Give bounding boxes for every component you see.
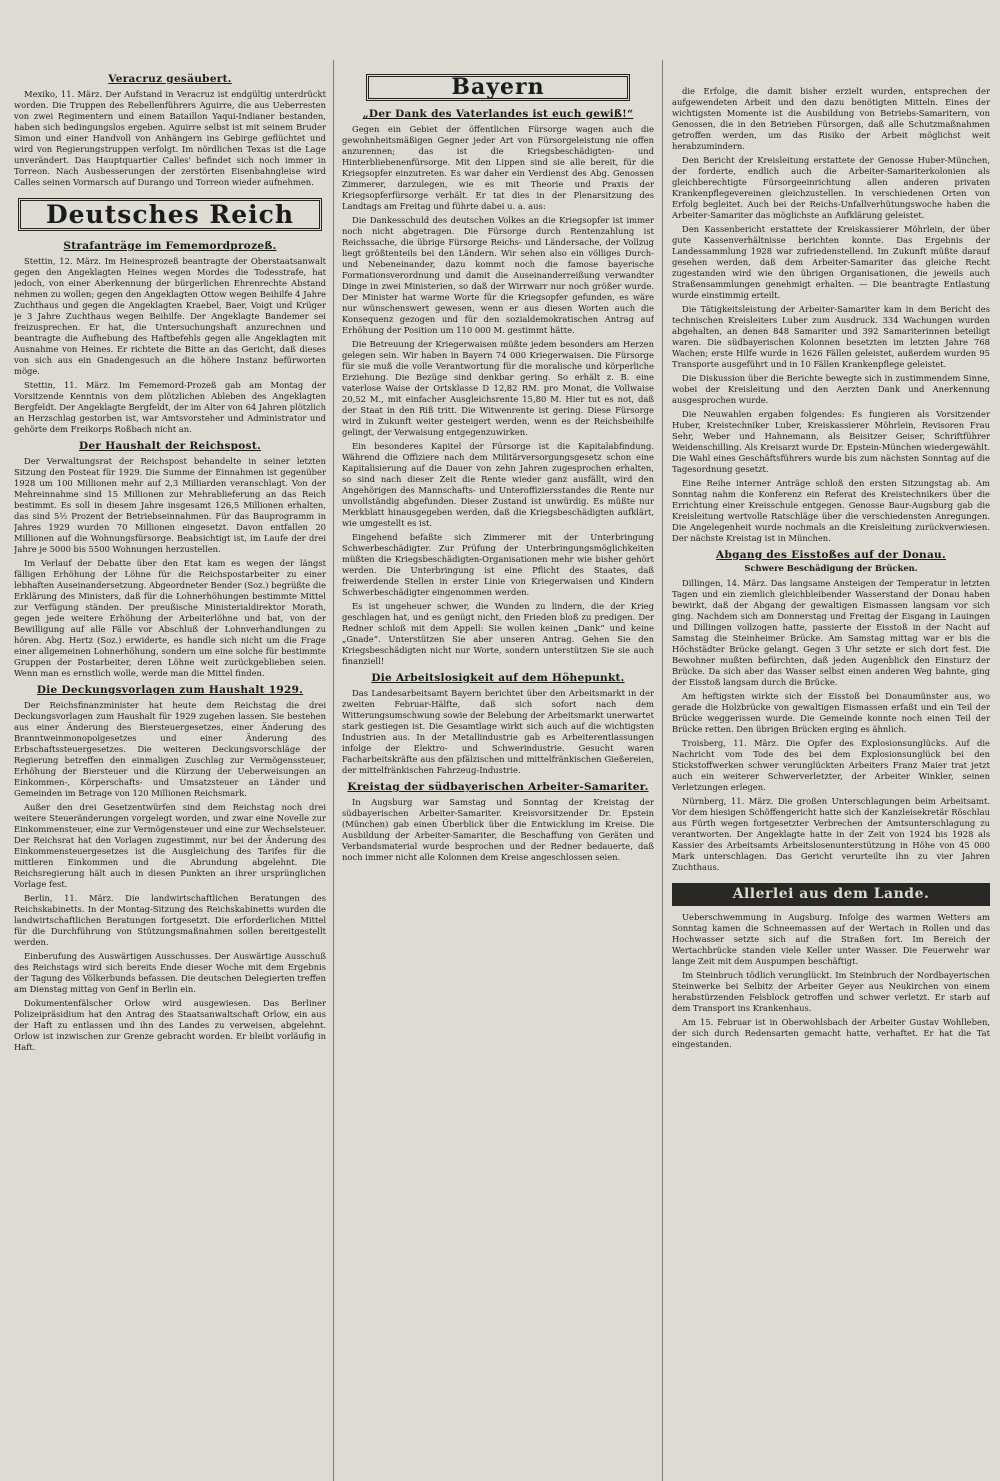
article-paragraph: Den Bericht der Kreisleitung erstattete der Genosse Huber-München, der forderte, endlich auch die Arbeiter-Samariterkolonien als gleichberechtigte Fürsorgeeinrichtung allen anderen privaten Krankenpflegevereinen gleichzustellen. In verschiedenen Orten von Erfolg begleitet. Auch bei der Reichs-Unfallverhütungswoche haben die Arbeiter-Samariter das möglichste an Aufklärung geleistet. xyxy=(672,155,990,220)
article-paragraph: Stettin, 12. März. Im Heinesprozeß beantragte der Oberstaatsanwalt gegen den Angeklagten Heines wegen Mordes die Todesstrafe, hat jedoch, von einer Aberkennung der bürgerlichen Ehrenrechte Abstand nehmen zu wollen; gegen den Angeklagten Ottow wegen Beihilfe 4 Jahre Zuchthaus und gegen die Angeklagten Kraebel, Baer, Voigt und Krüger je 3 Jahre Zuchthaus wegen Beihilfe. Der Angeklagte Bandemer sei freizusprechen. Er hat, die Untersuchungshaft anzurechnen und beantragte die Aufhebung des Haftbefehls gegen alle Angeklagten mit Ausnahme von Heines. Er richtete die Bitte an das Gericht, daß dieses von sich aus ein Gnadengesuch an die höhere Instanz befürworten möge. xyxy=(14,256,326,376)
article-paragraph: Der Reichsfinanzminister hat heute dem Reichstag die drei Deckungsvorlagen zum Haushalt für 1929 zugehen lassen. Sie bestehen aus einer Änderung des Biersteuergesetzes, einer Änderung des Branntweinmonopolgesetzes und einer Änderung des Erbschaftssteuergesetzes. Die weiteren Deckungsvorschläge der Regierung betreffen den einmaligen Zuschlag zur Vermögenssteuer, Erhöhung der Biersteuer und die Kürzung der Ueberweisungen an Einkommen-, Körperschafts- und Umsatzsteuer an Länder und Gemeinden im Betrage von 120 Millionen Reichsmark. xyxy=(14,700,326,798)
article-paragraph: Die Tätigkeitsleistung der Arbeiter-Samariter kam in dem Bericht des technischen Kreisleiters Luber zum Ausdruck. 334 Wachungen wurden abgehalten, an denen 848 Samariter und 392 Samariterinnen beteiligt waren. Die südbayerischen Kolonnen besetzten im letzten Jahre 768 Wachen; erste Hilfe wurde in 1626 Fällen geleistet, außerdem wurden 95 Transporte ausgeführt und in 10 Fällen Krankenpflege geleistet. xyxy=(672,304,990,369)
article-paragraph: Im Steinbruch tödlich verunglückt. Im Steinbruch der Nordbayerischen Steinwerke bei Selbitz der Arbeiter Geyer aus Neukirchen von einem herabstürzenden Felsblock getroffen und schwer verletzt. Er starb auf dem Transport ins Krankenhaus. xyxy=(672,970,990,1013)
article-paragraph: Troisberg, 11. März. Die Opfer des Explosionsunglücks. Auf die Nachricht vom Tode des bei dem Explosionsunglück bei den Stickstoffwerken schwer verunglückten Arbeiters Franz Maier trat jetzt auch ein weiterer Schwerverletzter, der Arbeiter Winkler, seinen Verletzungen erlegen. xyxy=(672,738,990,792)
article-paragraph: Am 15. Februar ist in Oberwohlsbach der Arbeiter Gustav Wohlleben, der sich durch Redensarten gemacht hatte, verhaftet. Er hat die Tat eingestanden. xyxy=(672,1017,990,1049)
article-paragraph: Die Diskussion über die Berichte bewegte sich in zustimmendem Sinne, wobei der Kreisleitung und den Aerzten Dank und Anerkennung ausgesprochen wurde. xyxy=(672,373,990,405)
article-heading: Der Haushalt der Reichspost. xyxy=(79,440,261,452)
article-heading: Die Arbeitslosigkeit auf dem Höhepunkt. xyxy=(371,672,625,684)
column-middle xyxy=(342,68,654,1481)
article-paragraph: Eine Reihe interner Anträge schloß den ersten Sitzungstag ab. Am Sonntag nahm die Konferenz ein Referat des Kreistechnikers über die Errichtung einer Kreisschule entgegen. Genosse Baur-Augsburg gab die Kreisleitung wertvolle Ratschläge über die verschiedensten Anregungen. Die Angelegenheit wurde nochmals an die Kreisleitung zurückverwiesen. Der nächste Kreistag ist in München. xyxy=(672,478,990,543)
article-paragraph: Ueberschwemmung in Augsburg. Infolge des warmen Wetters am Sonntag kamen die Schneemassen auf der Wertach in Rollen und das Hochwasser setzte sich auf die Straßen fort. Im Bereich der Wertachbrücke standen viele Keller unter Wasser. Die Feuerwehr war lange Zeit mit dem Auspumpen beschäftigt. xyxy=(672,912,990,966)
article-paragraph: Dokumentenfälscher Orlow wird ausgewiesen. Das Berliner Polizeipräsidium hat den Antrag des Staatsanwaltschaft Orlow, ein aus der Haft zu entlassen und ihn des Landes zu verweisen, abgelehnt. Orlow ist inzwischen zur Grenze gebracht worden. Er bleibt vorläufig in Haft. xyxy=(14,998,326,1052)
article-paragraph: Dillingen, 14. März. Das langsame Ansteigen der Temperatur in letzten Tagen und ein ziemlich gleichbleibender Wasserstand der Donau haben bewirkt, daß der Abgang der gewaltigen Eismassen langsam vor sich ging. Nachdem sich am Donnerstag und Freitag der Eisgang in Lauingen und Dillingen vollzogen hatte, passierte der Eisstoß in der Nacht auf Samstag die Steinheimer Brücke. Am Samstag mittag war er bis die Höchstädter Brücke gelangt. Gegen 3 Uhr setzte er sich dort fest. Die Bewohner mußten befürchten, daß jeden Augenblick den Einsturz der Brücke. Da sich aber das Wasser selbst einen anderen Weg bahnte, ging der Eisstoß langsam durch die Brücke. xyxy=(672,578,990,687)
article-paragraph: Mexiko, 11. März. Der Aufstand in Veracruz ist endgültig unterdrückt worden. Die Truppen des Rebellenführers Aguirre, die aus Ueberresten von zwei Regimentern und einem Bataillon Yaqui-Indianer bestanden, haben sich bedingungslos ergeben. Aguirre selbst ist mit seinem Bruder Simon und einer Handvoll von Anhängern ins Gebirge geflüchtet und wird von Regierungstruppen verfolgt. Im nördlichen Texas ist die Lage unverändert. Das Hauptquartier Calles' befindet sich noch immer in Torreon. Nach Ausbesserungen der zerstörten Eisenbahngleise wird Calles seinen Vormarsch auf Durango und Torreon wieder aufnehmen. xyxy=(14,89,326,187)
article-paragraph: In Augsburg war Samstag und Sonntag der Kreistag der südbayerischen Arbeiter-Samariter. Kreisvorsitzender Dr. Epstein (München) gab einen Überblick über die Entwicklung im Kreise. Die Ausbildung der Arbeiter-Samariter, die Beschaffung von Geräten und Verbandsmaterial wurde besprochen und der Redner bedauerte, daß noch immer nicht alle Kolonnen dem Kreise angeschlossen seien. xyxy=(342,797,654,862)
article-paragraph: Der Verwaltungsrat der Reichspost behandelte in seiner letzten Sitzung den Posteat für 1929. Die Summe der Einnahmen ist gegenüber 1928 um 100 Millionen mehr auf 2,3 Milliarden veranschlagt. Von der Mehreinnahme sind 15 Millionen zur Mehrablieferung an das Reich bestimmt. Es soll in diesem Jahre insgesamt 126,5 Millionen erhalten, das sind 5½ Prozent der Betriebseinnahmen. Für das Bauprogramm in Jahres 1929 wurden 70 Millionen eingesetzt. Davon entfallen 20 Millionen auf die Wohnungsfürsorge. Beabsichtigt ist, im Laufe der drei Jahre je 5000 bis 5500 Wohnungen herzustellen. xyxy=(14,456,326,554)
article-heading: Veracruz gesäubert. xyxy=(108,73,232,85)
column-rule xyxy=(662,60,663,1481)
column-left xyxy=(14,68,326,1481)
section-heading-bayern: Bayern xyxy=(366,74,630,101)
article-paragraph: Ein besonderes Kapitel der Fürsorge ist die Kapitalabfindung. Während die Offiziere nach dem Militärversorgungsgesetz schon eine Kapitalisierung auf die Dauer von zehn Jahren zugesprochen erhalten, so sind nach dieser Zeit die Rente wieder ganz ausfällt, wird den Angehörigen des Mannschafts- und Unteroffiziersstandes die Rente nur unvollständig abgefunden. Dieser Zustand ist unwürdig. Es müßte nur Merkblatt hinausgegeben werden, daß die Kriegsbeschädigten aufklärt, wie umgestellt es ist. xyxy=(342,441,654,528)
article-paragraph: Einberufung des Auswärtigen Ausschusses. Der Auswärtige Ausschuß des Reichstags wird sich bereits Ende dieser Woche mit dem Ergebnis der Tagung des Völkerbunds befassen. Die deutschen Delegierten treffen am Dienstag mittag von Genf in Berlin ein. xyxy=(14,951,326,994)
article-paragraph: Nürnberg, 11. März. Die großen Unterschlagungen beim Arbeitsamt. Vor dem hiesigen Schöffengericht hatte sich der Kanzleisekretär Röschlau aus Fürth wegen fortgesetzter Verbrechen der Amtsunterschlagung zu verantworten. Der Angeklagte hatte in der Zeit von 1924 bis 1928 als Kassier des Arbeitsamts Arbeitslosenunterstützung in Höhe von 45 000 Mark unterschlagen. Das Gericht verurteilte ihn zu vier Jahren Zuchthaus. xyxy=(672,796,990,872)
article-subheading: Schwere Beschädigung der Brücken. xyxy=(744,563,918,573)
section-heading-allerlei: Allerlei aus dem Lande. xyxy=(672,883,990,906)
article-paragraph: Im Verlauf der Debatte über den Etat kam es wegen der längst fälligen Erhöhung der Löhne für die Reichspostarbeiter zu einer lebhaften Auseinandersetzung. Abgeordneter Bender (Soz.) begrüßte die Erklärung des Ministers, daß für die Lohnerhöhungen bestimmte Mittel zur Verfügung ständen. Der preußische Ministerialdirektor Morath, gegen jede weitere Erhöhung der Arbeiterlöhne und bat, von der Bewilligung auf alle Fälle vor Abschluß der Lohnverhandlungen zu hören. Abg. Hertz (Soz.) erwiderte, es handle sich nicht um die Frage einer allgemeinen Lohnerhöhung, sondern um eine solche für bestimmte Gruppen der Postarbeiter, deren Löhne weit zurückgeblieben seien. Wenn man es ernstlich wolle, werde man die Mittel finden. xyxy=(14,558,326,678)
article-heading: Strafanträge im Fememordprozeß. xyxy=(63,240,277,252)
article-heading: „Der Dank des Vaterlandes ist euch gewiß!“ xyxy=(362,108,634,120)
column-right xyxy=(672,86,990,1481)
article-paragraph: Am heftigsten wirkte sich der Eisstoß bei Donaumünster aus, wo gerade die Holzbrücke von gewaltigen Eismassen erfaßt und ein Teil der Brücke weggerissen wurde. Die Gemeinde konnte noch einen Teil der Brücke retten. Den übrigen Brücken erging es ähnlich. xyxy=(672,691,990,734)
article-paragraph: Die Dankesschuld des deutschen Volkes an die Kriegsopfer ist immer noch nicht abgetragen. Die Fürsorge durch Rentenzahlung ist Reichssache, die übrige Fürsorge Reichs- und Ländersache, der Vollzug liegt größtenteils bei den Ländern. Wir sehen also ein völliges Durch- und Nebeneinander, dazu kommt noch die famose bayerische Formationsverordnung und damit die Auseinanderreißung verwandter Dinge in zwei Ministerien, so daß der Wirrwarr nur noch größer wurde. Der Minister hat warme Worte für die Kriegsopfer gefunden, es wäre nur wünschenswert gewesen, wenn er aus diesen Worten auch die Konsequenz gezogen und für den sozialdemokratischen Antrag auf Erhöhung der Position um 110 000 M. gestimmt hätte. xyxy=(342,215,654,335)
article-heading: Die Deckungsvorlagen zum Haushalt 1929. xyxy=(36,684,304,696)
article-paragraph: die Erfolge, die damit bisher erzielt wurden, entsprechen der aufgewendeten Arbeit und den dazu benötigten Mitteln. Eines der wichtigsten Momente ist die Ausbildung von Betriebs-Samaritern, von Genossen, die in den Betrieben Fürsorgen, daß alle Schutzmaßnahmen getroffen werden, um das Risiko der Arbeit möglichst weit herabzumindern. xyxy=(672,86,990,151)
article-paragraph: Es ist ungeheuer schwer, die Wunden zu lindern, die der Krieg geschlagen hat, und es genügt nicht, den Frieden bloß zu predigen. Der Redner schloß mit dem Appell: Sie wollen keinen „Dank“ und keine „Gnade“. Unterstützen Sie aber unseren Antrag. Gehen Sie den Kriegsbeschädigten nicht nur Worte, sondern unterstützen Sie sie auch finanziell! xyxy=(342,601,654,666)
article-paragraph: Gegen ein Gebiet der öffentlichen Fürsorge wagen auch die gewohnheitsmäßigen Gegner jeder Art von Fürsorgeleistung nie offen anzurennen; das ist die Kriegsbeschädigten- und Hinterbliebenenfürsorge. Mit den Lippen sind sie alle bereit, für die Kriegsopfer einzutreten. Es war daher ein Verdienst des Abg. Genossen Zimmerer, darzulegen, wie es mit Theorie und Praxis der Kriegsopferfürsorge verhält. Er tat dies in der Plenarsitzung des Landtags am Freitag und führte dabei u. a. aus: xyxy=(342,124,654,211)
article-paragraph: Die Betreuung der Kriegerwaisen müßte jedem besonders am Herzen gelegen sein. Wir haben in Bayern 74 000 Kriegerwaisen. Die Fürsorge für sie muß die volle Verantwortung für die moralische und körperliche Erziehung. Die Bezüge sind denkbar gering. So erhält z. B. eine vaterlose Waise der Ortsklasse D 12,82 RM. pro Monat, die Vollwaise 20,52 M., mit einfacher Ausgleichsrente 15,80 M. Hier tut es not, daß der Staat in den Riß tritt. Die Witwenrente ist gering. Diese Fürsorge wird in Zukunft weiter gesteigert werden, wenn es der Reichsbeihilfe gelingt, der Verwaisung entgegenzuwirken. xyxy=(342,339,654,437)
article-paragraph: Außer den drei Gesetzentwürfen sind dem Reichstag noch drei weitere Steueränderungen vorgelegt worden, und zwar eine Novelle zur Einkommensteuer, eine zur Vermögensteuer und eine zur Wechselsteuer. Der Reichsrat hat den Vorlagen zugestimmt, nur bei der Änderung des Einkommensteuergesetzes ist die Ausgleichung des Tarifes für die mittleren Einkommen und die Abrundung abgelehnt. Die Reichsregierung hält auch in diesen Punkten an ihrer ursprünglichen Vorlage fest. xyxy=(14,802,326,889)
article-paragraph: Stettin, 11. März. Im Fememord-Prozeß gab am Montag der Vorsitzende Kenntnis von dem plötzlichen Ableben des Angeklagten Bergfeldt. Der Angeklagte Bergfeldt, der im Alter von 64 Jahren plötzlich an Herzschlag gestorben ist, war Amtsvorsteher und Administrator und gehörte dem Freikorps Roßbach nicht an. xyxy=(14,380,326,434)
section-heading-deutsches-reich: Deutsches Reich xyxy=(18,198,322,231)
article-paragraph: Das Landesarbeitsamt Bayern berichtet über den Arbeitsmarkt in der zweiten Februar-Hälfte, daß sich sofort nach dem Witterungsumschwung sowie der Belebung der Arbeitsmarkt unerwartet stark gestiegen ist. Die Gesamtlage wirkt sich auch auf die wichtigsten Industrien aus. In der Metallindustrie gab es Arbeiterentlassungen infolge der Elektro- und Schwerindustrie. Gesucht waren Facharbeitskräfte aus den pfälzischen und mittelfränkischen Gießereien, der mittelfränkischen Fahrzeug-Industrie. xyxy=(342,688,654,775)
column-rule xyxy=(333,60,334,1481)
article-paragraph: Eingehend befaßte sich Zimmerer mit der Unterbringung Schwerbeschädigter. Zur Prüfung der Unterbringungsmöglichkeiten müßten die Kriegsbeschädigten-Organisationen mehr wie bisher gehört werden. Die Unterbringung ist eine Pflicht des Staates, daß freiwerdende Stellen in erster Linie von Kriegerwaisen und Kindern Schwerbeschädigter eingenommen werden. xyxy=(342,532,654,597)
article-heading: Kreistag der südbayerischen Arbeiter-Samariter. xyxy=(347,781,649,793)
article-paragraph: Den Kassenbericht erstattete der Kreiskassierer Möhrlein, der über gute Kassenverhältnisse berichten konnte. Das Ergebnis der Landessammlung 1928 war zufriedenstellend. Im Zukunft müßte darauf gesehen werden, daß dem Arbeiter-Samariter das gleiche Recht zugestanden wird wie den übrigen Organisationen, die jeweils auch Straßensammlungen genehmigt erhalten. — Die beantragte Entlastung wurde einstimmig erteilt. xyxy=(672,224,990,300)
article-paragraph: Berlin, 11. März. Die landwirtschaftlichen Beratungen des Reichskabinetts. In der Montag-Sitzung des Reichskabinetts wurden die landwirtschaftlichen Beratungen fortgesetzt. Die erforderlichen Mittel für die Durchführung von Stützungsmaßnahmen sollen bereitgestellt werden. xyxy=(14,893,326,947)
article-heading: Abgang des Eisstoßes auf der Donau. xyxy=(716,549,946,561)
article-paragraph: Die Neuwahlen ergaben folgendes: Es fungieren als Vorsitzender Huber, Kreistechniker Luber, Kreiskassierer Möhrlein, Revisoren Frau Sehr, Weber und Hahnemann, als Beisitzer Geiser, Schriftführer Weidenschilling. Als Kreisarzt wurde Dr. Epstein-München wiedergewählt. Die Wahl eines Geschäftsführers wurde bis zum nächsten Sonntag auf die Tagesordnung gesetzt. xyxy=(672,409,990,474)
